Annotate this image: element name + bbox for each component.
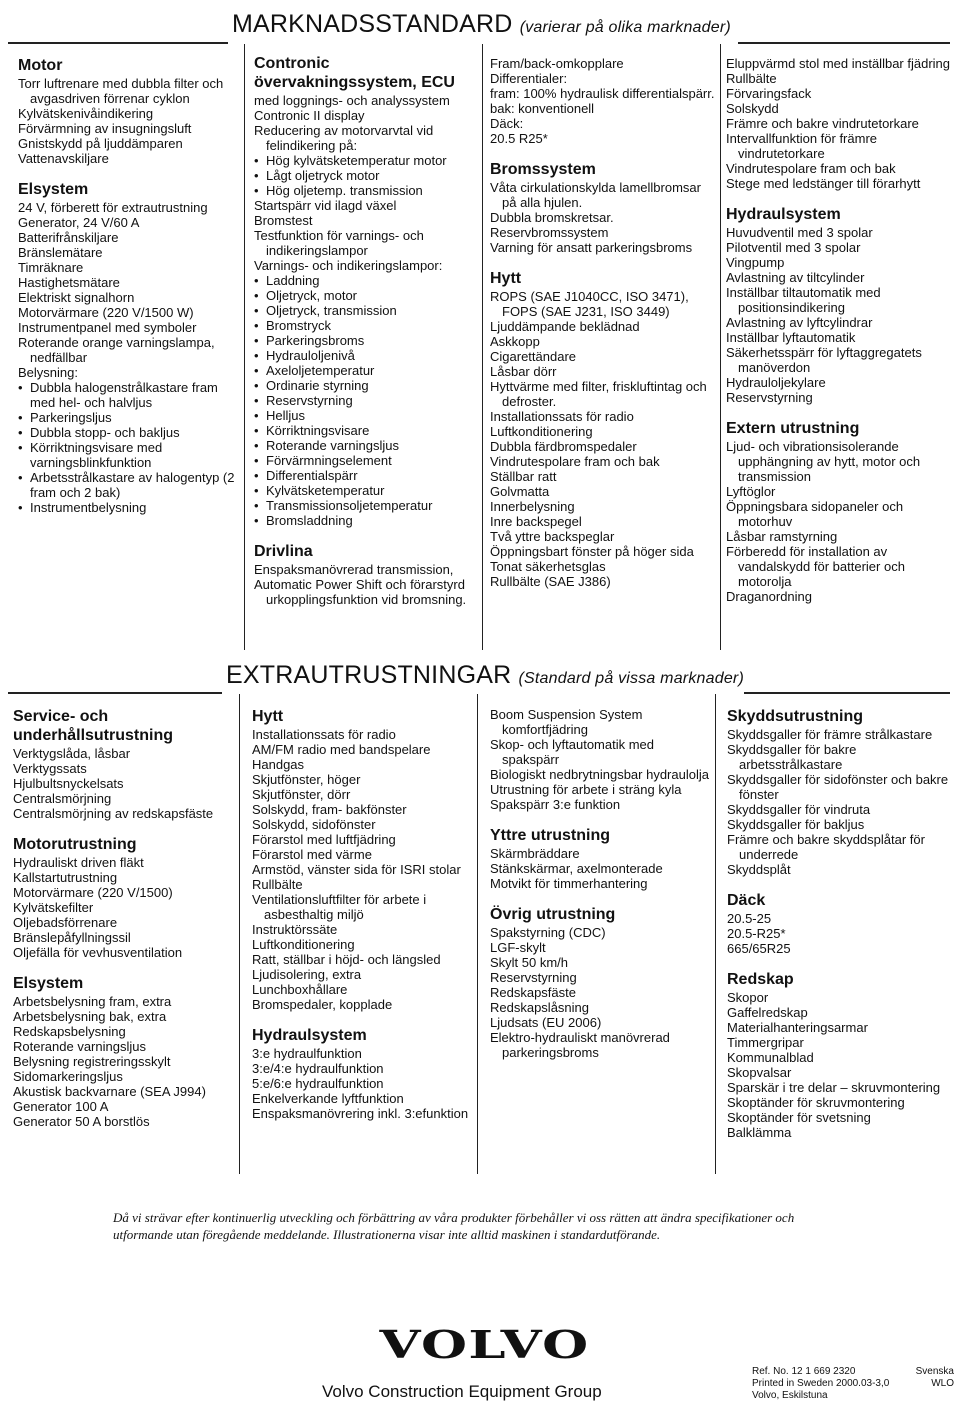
spec-item: Ljudisolering, extra [252, 967, 362, 982]
spec-item: Våta cirkulationskylda lamellbromsar på alla hjulen. [490, 180, 701, 210]
bullet-item: • Oljetryck, motor [254, 288, 480, 303]
spec-item: Förvaringsfack [726, 86, 812, 101]
spec-item: ROPS (SAE J1040CC, ISO 3471), FOPS (SAE J231, ISO 3449) [490, 289, 689, 319]
spec-item: 3:e/4:e hydraulfunktion [252, 1061, 384, 1076]
spec-item: Testfunktion för varnings- och indikeringslampor [254, 228, 424, 258]
spec-section [13, 974, 235, 1129]
spec-item: Utrustning för arbete i sträng kyla [490, 782, 682, 797]
spec-item: Handgas [252, 757, 305, 772]
spec-item: Arbetsbelysning fram, extra [13, 994, 172, 1009]
bullet-item: • Parkeringsbroms [254, 333, 480, 348]
standard-subtitle: (varierar på olika marknader) [519, 19, 731, 36]
spec-item: Balklämma [727, 1125, 792, 1140]
spec-item: med loggnings- och analyssystem [254, 93, 450, 108]
spec-item: Luftkonditionering [252, 937, 355, 952]
extra-rule-right [744, 692, 950, 694]
spec-item: Kallstartutrustning [13, 870, 118, 885]
spec-item: Reducering av motorvarvtal vid felindikering på: [254, 123, 434, 153]
spec-item: Hydrauloljekylare [726, 375, 826, 390]
spec-section [726, 205, 952, 405]
spec-item: Timmergripar [727, 1035, 804, 1050]
spec-item: Biologiskt nedbrytningsbar hydraulolja [490, 767, 709, 782]
spec-item: Vindrutespolare fram och bak [490, 454, 660, 469]
spec-item: Pilotventil med 3 spolar [726, 240, 861, 255]
spec-item: Torr luftrenare med dubbla filter och avgasdriven förrenar cyklon [18, 76, 224, 106]
spec-item: Motorvärmare (220 V/1500) [13, 885, 173, 900]
section-title: Däck [727, 892, 766, 909]
spec-item: Avlastning av tiltcylinder [726, 270, 865, 285]
spec-item: 3:e hydraulfunktion [252, 1046, 362, 1061]
section-title: Contronic övervakningssystem, ECU [254, 55, 455, 91]
spec-item: Solskydd [726, 101, 779, 116]
spec-item: Installationssats för radio [490, 409, 634, 424]
spec-item: Rullbälte [252, 877, 303, 892]
spec-item: Batterifrånskiljare [18, 230, 119, 245]
spec-item: Låsbar ramstyrning [726, 529, 838, 544]
spec-item: Vattenavskiljare [18, 151, 109, 166]
spec-item: Startspärr vid ilagd växel [254, 198, 397, 213]
spec-item: Skylt 50 km/h [490, 955, 569, 970]
standard-column-1 [18, 56, 240, 529]
spec-item: Redskapsbelysning [13, 1024, 126, 1039]
spec-item: Stänkskärmar, axelmonterade [490, 861, 663, 876]
extra-column-2 [252, 707, 474, 1135]
section-title: Hytt [252, 708, 284, 725]
bullet-item: • Körriktningsvisare [254, 423, 480, 438]
reference-block [752, 1366, 889, 1402]
spec-item: Lunchboxhållare [252, 982, 348, 997]
spec-item: Cigarettändare [490, 349, 576, 364]
bullet-item: • Reservstyrning [254, 393, 480, 408]
spec-item: Däck: [490, 116, 524, 131]
spec-item: Säkerhetsspärr för lyftaggregatets manöverdon [726, 345, 922, 375]
spec-item: Fram/back-omkopplare [490, 56, 624, 71]
bullet-item: • Arbetsstrålkastare av halogentyp (2 fram och 2 bak) [18, 470, 240, 500]
bullet-item: • Dubbla halogenstrålkastare fram med hel- och halvljus [18, 380, 240, 410]
spec-item: Rullbälte [726, 71, 777, 86]
spec-item: Generator 100 A [13, 1099, 109, 1114]
spec-item: Generator 50 A borstlös [13, 1114, 150, 1129]
spec-item: Motvikt för timmerhantering [490, 876, 648, 891]
standard-column-2 [254, 54, 480, 621]
spec-item: Skjutfönster, dörr [252, 787, 351, 802]
spec-section [252, 1026, 474, 1121]
bullet-item: • Hög oljetemp. transmission [254, 183, 480, 198]
spec-section [727, 707, 953, 877]
spec-item: Generator, 24 V/60 A [18, 215, 140, 230]
disclaimer-note: Då vi strävar efter kontinuerlig utveckling och förbättring av våra produkter förbehåller vi oss rätten att ändra specifikationer och utformande utan föregående meddelande. Illustrationerna visar inte alltid maskinen i standardutförande. [113, 1210, 795, 1242]
section-title: Extern utrustning [726, 420, 860, 437]
spec-item: Förarstol med värme [252, 847, 372, 862]
spec-item: Reservstyrning [726, 390, 813, 405]
spec-item: Oljebadsförrenare [13, 915, 118, 930]
bullet-item: • Kylvätsketemperatur [254, 483, 480, 498]
spec-item: Kylvätskefilter [13, 900, 94, 915]
spec-item: Skoptänder för svetsning [727, 1110, 871, 1125]
spec-section [727, 891, 953, 956]
spec-item: 665/65R25 [727, 941, 791, 956]
section-title: Övrig utrustning [490, 906, 616, 923]
standard-column-4 [726, 56, 952, 618]
standard-rule-left [8, 42, 228, 44]
bullet-item: • Helljus [254, 408, 480, 423]
spec-item: Ljud- och vibrationsisolerande upphängning av hytt, motor och transmission [726, 439, 921, 484]
spec-item: Redskapslåsning [490, 1000, 590, 1015]
spec-item: Bromspedaler, kopplade [252, 997, 393, 1012]
section-title: Service- och underhållsutrustning [13, 708, 173, 744]
bullet-item: • Förvärmningselement [254, 453, 480, 468]
spec-section [490, 707, 712, 812]
spec-item: Enspaksmanövrerad transmission, [254, 562, 454, 577]
bullet-item: • Instrumentbelysning [18, 500, 240, 515]
spec-section [254, 54, 480, 528]
spec-item: Varnings- och indikeringslampor: [254, 258, 443, 273]
spec-item: AM/FM radio med bandspelare [252, 742, 431, 757]
bullet-item: • Dubbla stopp- och bakljus [18, 425, 240, 440]
spec-item: Främre och bakre skyddsplåtar för underrede [727, 832, 925, 862]
product-code: WLO [931, 1378, 954, 1389]
spec-item: Reservstyrning [490, 970, 577, 985]
extra-heading [226, 661, 786, 690]
extra-divider-3 [715, 694, 716, 1174]
spec-item: Förvärmning av insugningsluft [18, 121, 192, 136]
spec-item: Bränslemätare [18, 245, 103, 260]
section-title: Elsystem [18, 181, 89, 198]
spec-section [18, 180, 240, 515]
spec-section [490, 56, 716, 146]
spec-section [726, 419, 952, 604]
spec-item: Tonat säkerhetsglas [490, 559, 606, 574]
spec-item: Öppningsbara sidopaneler och motorhuv [726, 499, 904, 529]
spec-item: Verktygslåda, låsbar [13, 746, 131, 761]
spec-item: Öppningsbart fönster på höger sida [490, 544, 694, 559]
spec-item: Verktygssats [13, 761, 87, 776]
spec-item: Automatic Power Shift och förarstyrd urkopplingsfunktion vid bromsning. [254, 577, 467, 607]
spec-item: Ljuddämpande beklädnad [490, 319, 640, 334]
spec-item: Kylvätskenivåindikering [18, 106, 154, 121]
standard-heading [232, 10, 732, 39]
print-location: Volvo, Eskilstuna [752, 1390, 828, 1401]
spec-item: Reservbromssystem [490, 225, 609, 240]
print-info: Printed in Sweden 2000.03-3,0 [752, 1378, 890, 1389]
spec-section [13, 707, 235, 821]
spec-item: Skyddsgaller för främre strålkastare [727, 727, 933, 742]
extra-subtitle: (Standard på vissa marknader) [518, 670, 744, 687]
language-label: Svenska [915, 1366, 954, 1377]
spec-item: 20.5-25 [727, 911, 772, 926]
spec-item: Skop- och lyftautomatik med spakspärr [490, 737, 655, 767]
spec-item: Hyttvärme med filter, friskluftintag och defroster. [490, 379, 707, 409]
spec-item: Skoptänder för skruvmontering [727, 1095, 905, 1110]
spec-item: Avlastning av lyftcylindrar [726, 315, 873, 330]
spec-item: Solskydd, fram- bakfönster [252, 802, 407, 817]
extra-column-4 [727, 707, 953, 1154]
spec-item: 20.5-R25* [727, 926, 786, 941]
spec-section [254, 542, 480, 607]
spec-section [490, 160, 716, 255]
spec-item: Golvmatta [490, 484, 550, 499]
reference-number: Ref. No. 12 1 669 2320 [752, 1366, 856, 1377]
spec-item: Instrumentpanel med symboler [18, 320, 197, 335]
spec-item: Contronic II display [254, 108, 365, 123]
spec-item: Vindrutespolare fram och bak [726, 161, 896, 176]
spec-item: Dubbla bromskretsar. [490, 210, 614, 225]
spec-item: Bränslepåfyllningssil [13, 930, 131, 945]
spec-item: Låsbar dörr [490, 364, 557, 379]
spec-item: Inställbar tiltautomatik med positionsindikering [726, 285, 881, 315]
spec-item: Luftkonditionering [490, 424, 593, 439]
bullet-item: • Bromstryck [254, 318, 480, 333]
bullet-item: • Bromsladdning [254, 513, 480, 528]
spec-item: 24 V, förberett för extrautrustning [18, 200, 208, 215]
spec-item: Eluppvärmd stol med inställbar fjädring [726, 56, 950, 71]
spec-item: Spakstyrning (CDC) [490, 925, 606, 940]
spec-item: Armstöd, vänster sida för ISRI stolar [252, 862, 461, 877]
spec-item: Varning för ansatt parkeringsbroms [490, 240, 693, 255]
extra-rule-left [8, 692, 222, 694]
bullet-item: • Ordinarie styrning [254, 378, 480, 393]
bullet-item: • Axeloljetemperatur [254, 363, 480, 378]
spec-item: Innerbelysning [490, 499, 575, 514]
spec-item: Bromstest [254, 213, 313, 228]
spec-item: fram: 100% hydraulisk differentialspärr. [490, 86, 715, 101]
bullet-item: • Laddning [254, 273, 480, 288]
spec-item: Skyddsgaller för bakre arbetsstrålkastare [727, 742, 857, 772]
spec-section [252, 707, 474, 1012]
spec-item: Belysning registreringsskylt [13, 1054, 171, 1069]
volvo-logo [378, 1325, 591, 1363]
spec-item: Elektriskt signalhorn [18, 290, 135, 305]
spec-item: Skyddsgaller för vindruta [727, 802, 871, 817]
spec-item: Skyddsplåt [727, 862, 791, 877]
spec-item: Roterande varningsljus [13, 1039, 146, 1054]
spec-item: Belysning: [18, 365, 78, 380]
standard-divider-2 [482, 44, 483, 650]
spec-item: Lyftöglor [726, 484, 776, 499]
spec-item: Hjulbultsnyckelsats [13, 776, 124, 791]
standard-title: MARKNADSSTANDARD [232, 10, 513, 38]
spec-item: Installationssats för radio [252, 727, 396, 742]
standard-rule-right [738, 42, 950, 44]
spec-item: Centralsmörjning av redskapsfäste [13, 806, 214, 821]
spec-item: Förarstol med luftfjädring [252, 832, 396, 847]
spec-item: Centralsmörjning [13, 791, 112, 806]
spec-item: Roterande orange varningslampa, nedfällbar [18, 335, 215, 365]
spec-section [726, 56, 952, 191]
spec-item: Sparskär i tre delar – skruvmontering [727, 1080, 941, 1095]
spec-section [727, 970, 953, 1140]
spec-item: Skyddsgaller för sidofönster och bakre fönster [727, 772, 949, 802]
standard-divider-1 [244, 44, 245, 650]
spec-item: Akustisk backvarnare (SEA J994) [13, 1084, 206, 1099]
bullet-item: • Transmissionsoljetemperatur [254, 498, 480, 513]
spec-item: Spakspärr 3:e funktion [490, 797, 621, 812]
bullet-item: • Körriktningsvisare med varningsblinkfunktion [18, 440, 240, 470]
spec-item: Vingpump [726, 255, 785, 270]
spec-item: Två yttre backspeglar [490, 529, 615, 544]
spec-item: Timräknare [18, 260, 84, 275]
spec-item: Ratt, ställbar i höjd- och längsled [252, 952, 441, 967]
spec-item: Främre och bakre vindrutetorkare [726, 116, 919, 131]
spec-section [490, 826, 712, 891]
bullet-item: • Oljetryck, transmission [254, 303, 480, 318]
bullet-item: • Hydrauloljenivå [254, 348, 480, 363]
spec-item: Ventilationsluftfilter för arbete i asbesthaltig miljö [252, 892, 427, 922]
spec-item: Draganordning [726, 589, 813, 604]
spec-item: Enspaksmanövrering inkl. 3:efunktion [252, 1106, 469, 1121]
spec-item: Inre backspegel [490, 514, 582, 529]
spec-item: Dubbla färdbromspedaler [490, 439, 637, 454]
bullet-item: • Lågt oljetryck motor [254, 168, 480, 183]
spec-item: Differentialer: [490, 71, 568, 86]
extra-column-3 [490, 707, 712, 1074]
spec-item: Skärmbräddare [490, 846, 580, 861]
spec-item: 5:e/6:e hydraulfunktion [252, 1076, 384, 1091]
spec-item: Gaffelredskap [727, 1005, 808, 1020]
spec-item: 20.5 R25* [490, 131, 548, 146]
spec-section [13, 835, 235, 960]
spec-item: Skjutfönster, höger [252, 772, 361, 787]
extra-title: EXTRAUTRUSTNINGAR [226, 661, 512, 689]
section-title: Yttre utrustning [490, 827, 610, 844]
spec-item: Sidomarkeringsljus [13, 1069, 123, 1084]
bullet-item: • Roterande varningsljus [254, 438, 480, 453]
section-title: Bromssystem [490, 161, 596, 178]
extra-column-1 [13, 707, 235, 1143]
section-title: Redskap [727, 971, 794, 988]
section-title: Hytt [490, 270, 522, 287]
spec-item: Förberedd för installation av vandalskydd för batterier och motorolja [726, 544, 905, 589]
spec-item: Ställbar ratt [490, 469, 557, 484]
spec-item: Intervallfunktion för främre vindrutetorkare [726, 131, 878, 161]
language-block [906, 1366, 954, 1390]
spec-item: Materialhanteringsarmar [727, 1020, 868, 1035]
spec-item: Gnistskydd på ljuddämparen [18, 136, 183, 151]
spec-section [490, 269, 716, 589]
spec-item: bak: konventionell [490, 101, 595, 116]
spec-item: Instruktörssäte [252, 922, 338, 937]
spec-item: Stege med ledstänger till förarhytt [726, 176, 921, 191]
section-title: Motor [18, 57, 63, 74]
bullet-item: • Differentialspärr [254, 468, 480, 483]
spec-item: Elektro-hydrauliskt manövrerad parkeringsbroms [490, 1030, 670, 1060]
spec-item: Inställbar lyftautomatik [726, 330, 856, 345]
extra-divider-2 [477, 694, 478, 1174]
spec-item: Hastighetsmätare [18, 275, 120, 290]
section-title: Drivlina [254, 543, 313, 560]
spec-item: Motorvärmare (220 V/1500 W) [18, 305, 194, 320]
section-title: Elsystem [13, 975, 84, 992]
bullet-item: • Parkeringsljus [18, 410, 240, 425]
spec-item: Hydrauliskt driven fläkt [13, 855, 144, 870]
section-title: Hydraulsystem [252, 1027, 367, 1044]
section-title: Motorutrustning [13, 836, 137, 853]
spec-item: Skyddsgaller för bakljus [727, 817, 865, 832]
spec-item: Huvudventil med 3 spolar [726, 225, 873, 240]
standard-column-3 [490, 56, 716, 603]
spec-item: Boom Suspension System komfortfjädring [490, 707, 643, 737]
spec-item: Solskydd, sidofönster [252, 817, 376, 832]
section-title: Hydraulsystem [726, 206, 841, 223]
standard-divider-3 [720, 44, 721, 650]
spec-item: Redskapsfäste [490, 985, 576, 1000]
spec-item: Kommunalblad [727, 1050, 814, 1065]
bullet-item: • Hög kylvätsketemperatur motor [254, 153, 480, 168]
spec-section [490, 905, 712, 1060]
spec-item: Oljefälla för vevhusventilation [13, 945, 183, 960]
spec-item: Rullbälte (SAE J386) [490, 574, 611, 589]
spec-item: Skopvalsar [727, 1065, 792, 1080]
spec-section [18, 56, 240, 166]
company-group-name: Volvo Construction Equipment Group [322, 1382, 602, 1401]
volvo-logo-text: VOLVO [378, 1325, 590, 1363]
spec-item: Skopor [727, 990, 769, 1005]
spec-item: Enkelverkande lyftfunktion [252, 1091, 404, 1106]
spec-item: Arbetsbelysning bak, extra [13, 1009, 167, 1024]
section-title: Skyddsutrustning [727, 708, 864, 725]
spec-item: Askkopp [490, 334, 540, 349]
extra-divider-1 [239, 694, 240, 1174]
spec-item: Ljudsats (EU 2006) [490, 1015, 602, 1030]
spec-item: LGF-skylt [490, 940, 546, 955]
